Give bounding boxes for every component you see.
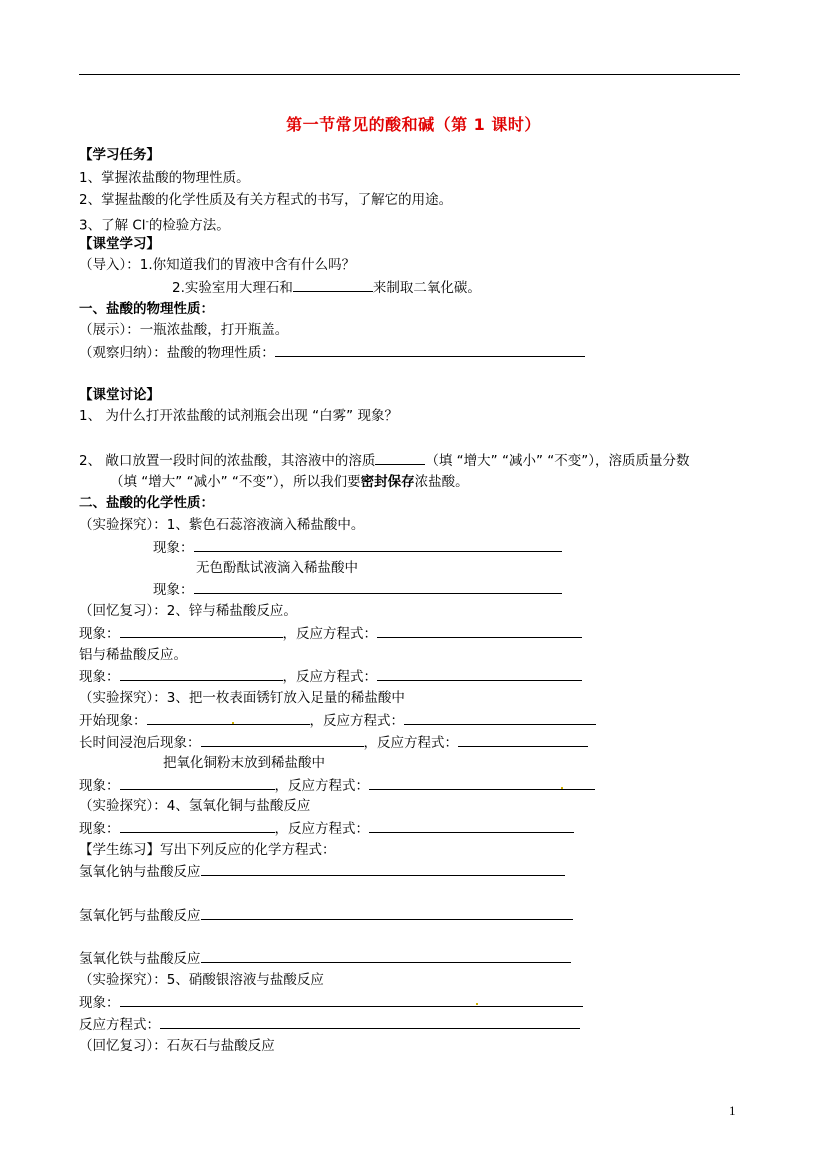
feoh-line <box>79 949 571 968</box>
blank-start-equation[interactable] <box>404 711 596 725</box>
heading-chemical: 二、盐酸的化学性质： <box>79 495 214 511</box>
review-last: （回忆复习）：石灰石与盐酸反应 <box>79 1038 275 1054</box>
blank-cuoh-equation[interactable] <box>369 819 574 833</box>
exp-1-phenomenon <box>153 538 562 557</box>
eq-label: 反应方程式： <box>79 1017 160 1033</box>
al-answer-line <box>79 667 582 686</box>
page-number: 1 <box>729 1103 736 1118</box>
discuss-2-cont <box>110 473 469 491</box>
stray-dot <box>232 722 234 724</box>
task-3-a: 3、了解 Cl <box>79 217 146 234</box>
long-line <box>79 733 588 752</box>
discuss-2 <box>79 451 689 470</box>
caoh-line <box>79 906 573 925</box>
feoh-label: 氢氧化铁与盐酸反应 <box>79 951 201 967</box>
intro-2 <box>172 278 481 297</box>
naoh-label: 氢氧化钠与盐酸反应 <box>79 864 201 880</box>
heading-task: 【学习任务】 <box>79 147 160 163</box>
observe-line <box>79 343 585 362</box>
blank-agno3-equation[interactable] <box>160 1015 580 1029</box>
start-line <box>79 711 596 730</box>
exp-1b: 无色酚酞试液滴入稀盐酸中 <box>196 560 358 576</box>
blank-zn-equation[interactable] <box>377 624 582 638</box>
agno3-phenomenon-line <box>79 993 583 1012</box>
exp-3: （实验探究）：3、把一枚表面锈钉放入足量的稀盐酸中 <box>79 690 405 706</box>
blank-cuo-phenomenon[interactable] <box>120 776 275 790</box>
blank-caoh[interactable] <box>201 906 573 920</box>
task-2: 2、掌握盐酸的化学性质及有关方程式的书写，了解它的用途。 <box>79 192 453 208</box>
show-line: （展示）：一瓶浓盐酸，打开瓶盖。 <box>79 322 289 338</box>
cuoh-line <box>79 819 574 838</box>
equation-label: ，反应方程式： <box>309 713 404 729</box>
heading-discuss: 【课堂讨论】 <box>79 387 160 403</box>
exp-1b-phenomenon <box>153 580 562 599</box>
observe-label: （观察归纳）：盐酸的物理性质： <box>79 345 275 361</box>
page-title: 第一节常见的酸和碱（第 1 课时） <box>286 115 541 134</box>
heading-class: 【课堂学习】 <box>79 236 160 252</box>
intro-1: （导入）：1.你知道我们的胃液中含有什么吗？ <box>79 257 356 273</box>
blank-al-phenomenon[interactable] <box>120 667 283 681</box>
blank-exp1[interactable] <box>194 538 562 552</box>
blank-exp1b[interactable] <box>194 580 562 594</box>
phenomenon-label: 现象： <box>79 669 120 685</box>
exp-1: （实验探究）：1、紫色石蕊溶液滴入稀盐酸中。 <box>79 517 365 533</box>
blank-long-phenomenon[interactable] <box>201 733 364 747</box>
blank-observe[interactable] <box>275 343 585 357</box>
equation-label: ，反应方程式： <box>282 669 377 685</box>
blank-zn-phenomenon[interactable] <box>120 624 283 638</box>
heading-physical: 一、盐酸的物理性质： <box>79 301 214 317</box>
exp-4: （实验探究）：4、氢氧化铜与盐酸反应 <box>79 798 311 814</box>
equation-label: ，反应方程式： <box>274 821 369 837</box>
al-line: 铝与稀盐酸反应。 <box>79 647 187 663</box>
task-3 <box>79 213 230 235</box>
intro-2-b: 来制取二氧化碳。 <box>372 280 481 296</box>
blank-solute[interactable] <box>375 451 425 465</box>
stray-dot <box>476 1003 478 1005</box>
cuo-line: 把氧化铜粉末放到稀盐酸中 <box>163 755 325 771</box>
phenomenon-label: 现象： <box>79 626 120 642</box>
discuss-1: 1、 为什么打开浓盐酸的试剂瓶会出现 “白雾” 现象？ <box>79 408 398 424</box>
long-label: 长时间浸泡后现象： <box>79 735 201 751</box>
blank-long-equation[interactable] <box>458 733 588 747</box>
phenomenon-label: 现象： <box>153 582 194 598</box>
equation-label: ，反应方程式： <box>274 778 369 794</box>
task-1: 1、掌握浓盐酸的物理性质。 <box>79 170 250 186</box>
zn-line <box>79 624 582 643</box>
discuss-2-c: （填 “增大” “减小” “不变”），所以我们要 <box>110 474 361 490</box>
intro-2-a: 2.实验室用大理石和 <box>172 280 293 296</box>
header-rule <box>79 74 740 75</box>
blank-naoh[interactable] <box>201 862 565 876</box>
phenomenon-label: 现象： <box>79 821 120 837</box>
review-2: （回忆复习）：2、锌与稀盐酸反应。 <box>79 603 297 619</box>
stray-dot <box>561 787 563 789</box>
task-3-sup: - <box>145 217 149 227</box>
blank-feoh[interactable] <box>201 949 571 963</box>
discuss-2-d: 浓盐酸。 <box>414 474 469 490</box>
task-3-b: 的检验方法。 <box>148 217 230 234</box>
start-label: 开始现象： <box>79 713 147 729</box>
phenomenon-label: 现象： <box>79 995 120 1011</box>
discuss-2-bold: 密封保存 <box>360 474 415 490</box>
agno3-equation-line <box>79 1015 580 1034</box>
caoh-label: 氢氧化钙与盐酸反应 <box>79 908 201 924</box>
cuo-answer-line <box>79 776 595 795</box>
blank-al-equation[interactable] <box>377 667 582 681</box>
blank-start-phenomenon[interactable] <box>147 711 310 725</box>
equation-label: ，反应方程式： <box>363 735 458 751</box>
practice-heading: 【学生练习】写出下列反应的化学方程式： <box>79 842 336 858</box>
phenomenon-label: 现象： <box>79 778 120 794</box>
blank-cuoh-phenomenon[interactable] <box>120 819 275 833</box>
discuss-2-b: （填 “增大” “减小” “不变”），溶质质量分数 <box>425 453 690 469</box>
blank-agno3-phenomenon[interactable] <box>120 993 583 1007</box>
discuss-2-a: 2、 敞口放置一段时间的浓盐酸，其溶液中的溶质 <box>79 453 376 469</box>
naoh-line <box>79 862 565 881</box>
equation-label: ，反应方程式： <box>282 626 377 642</box>
exp-5: （实验探究）：5、硝酸银溶液与盐酸反应 <box>79 972 324 988</box>
phenomenon-label: 现象： <box>153 540 194 556</box>
blank-intro[interactable] <box>293 278 373 292</box>
